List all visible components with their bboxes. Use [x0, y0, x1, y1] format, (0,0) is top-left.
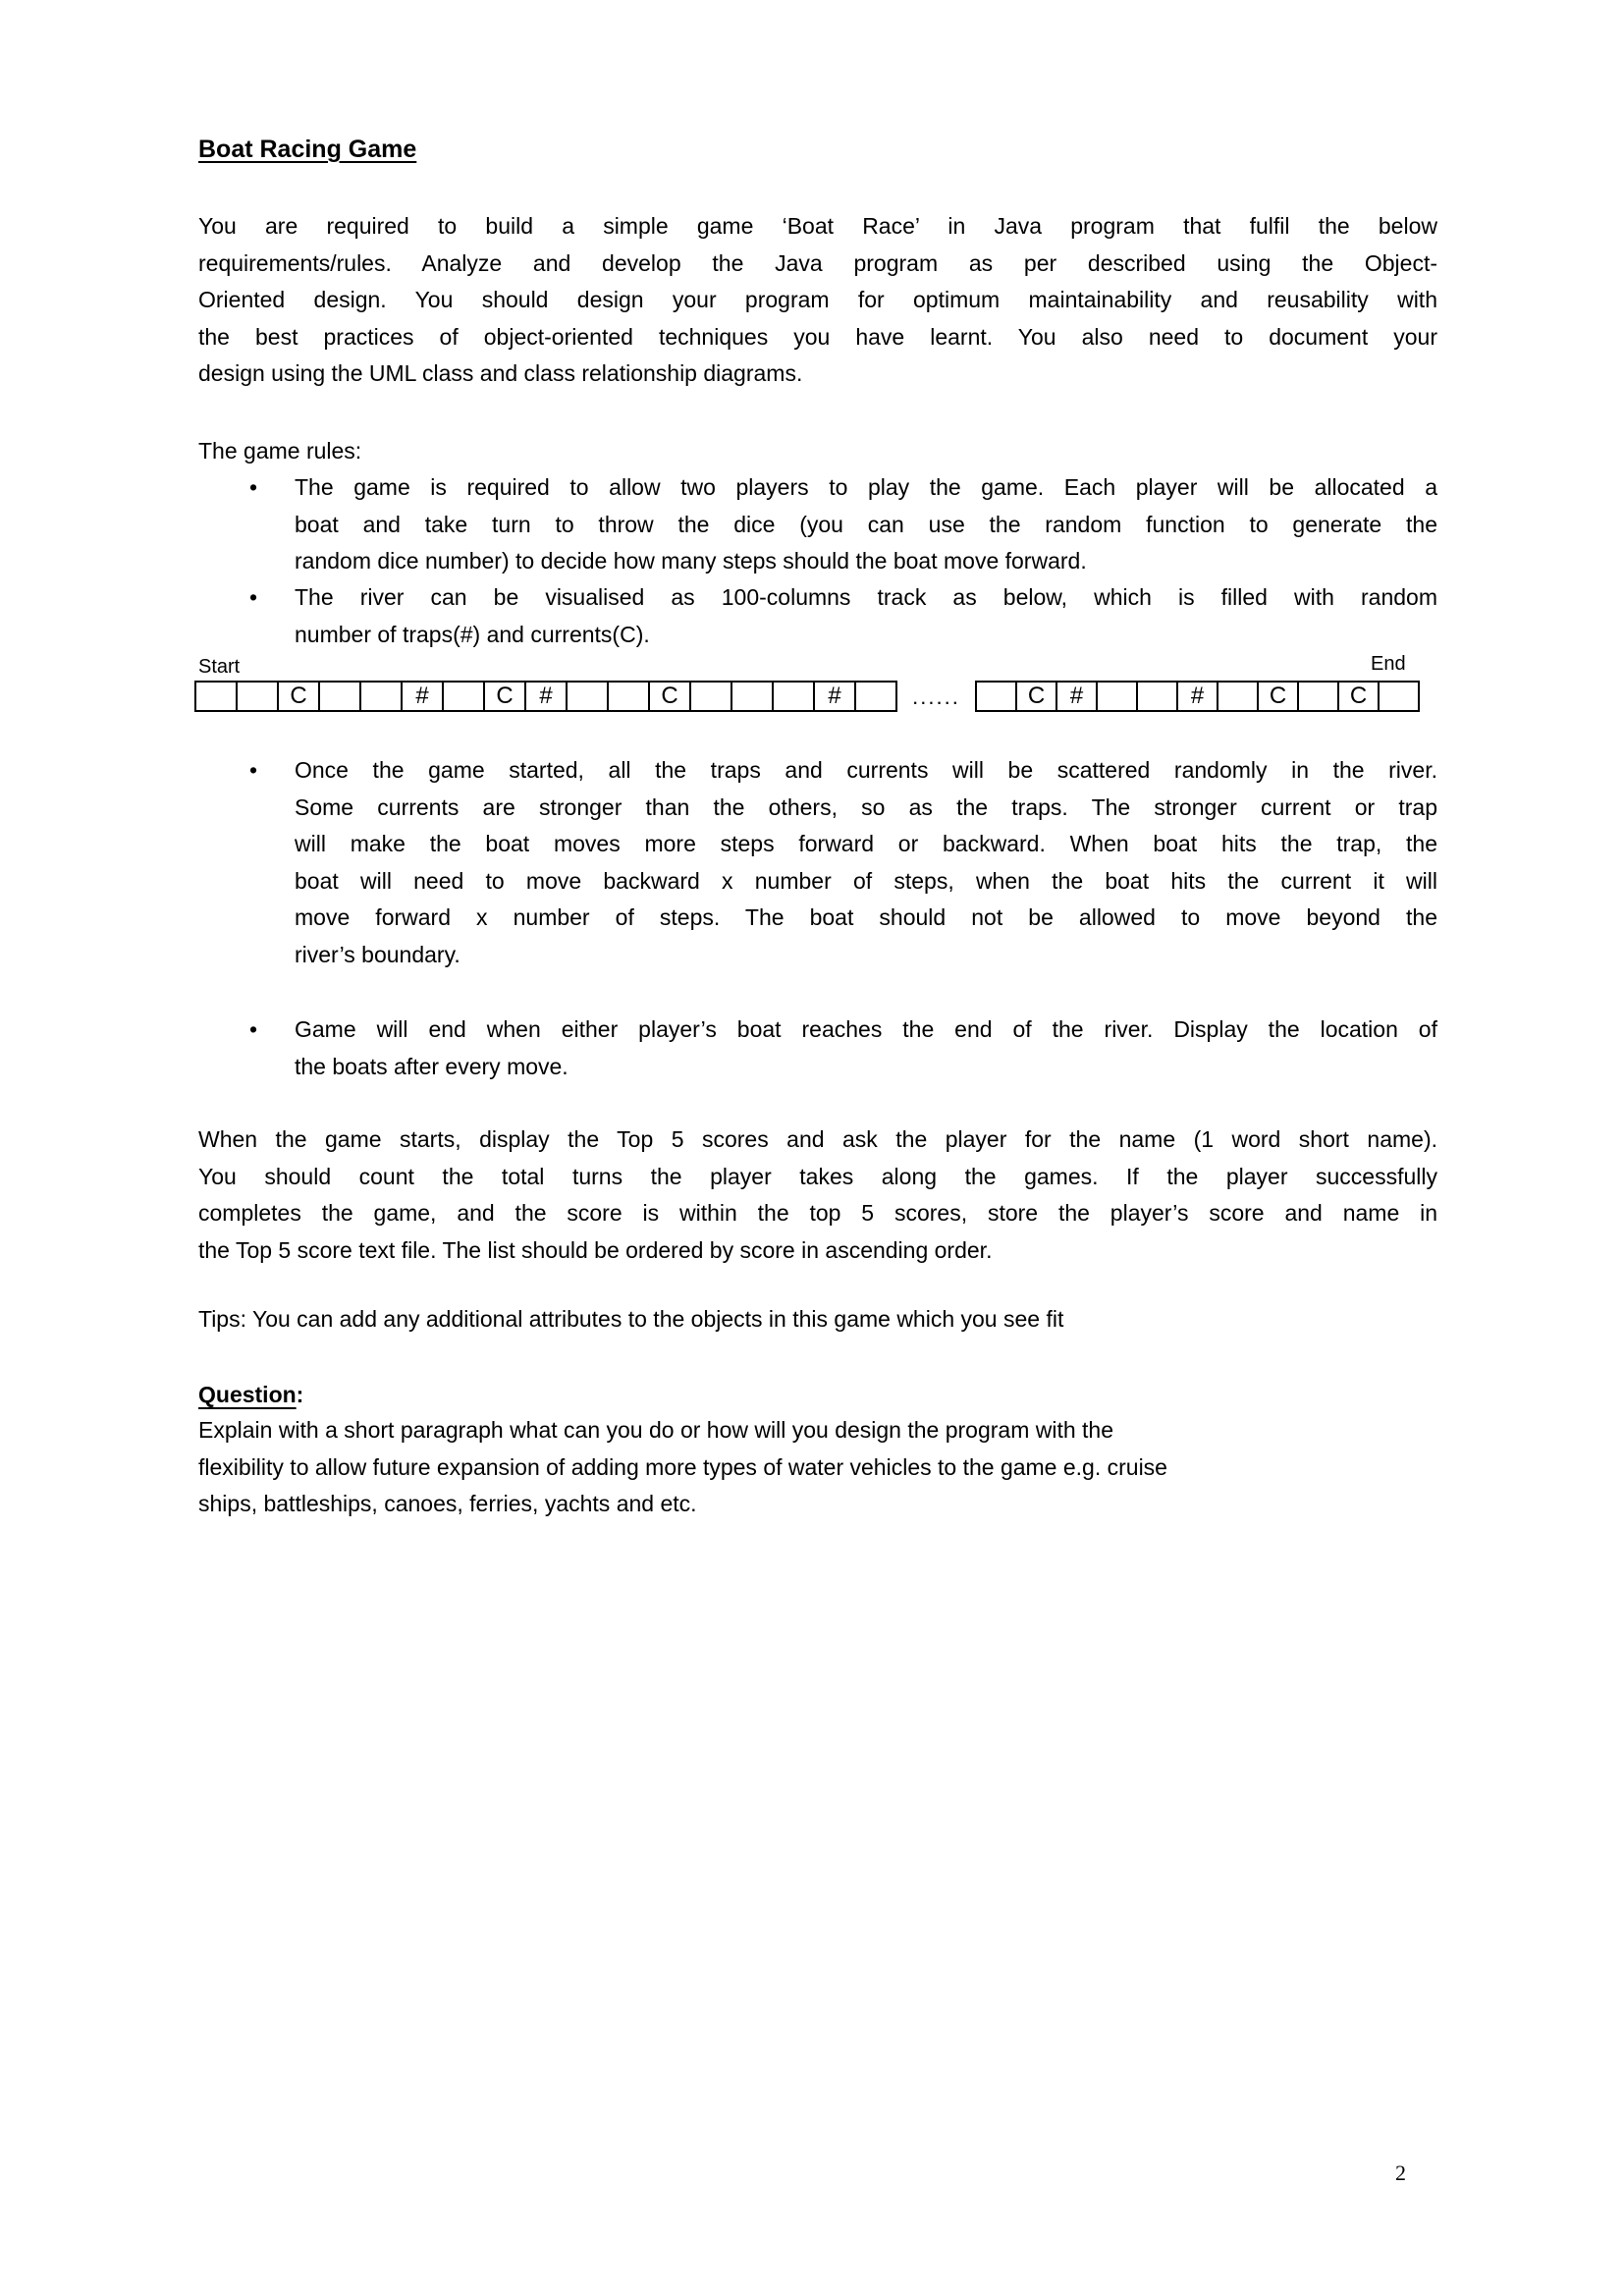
river-track-gap-dots: ...... — [912, 684, 960, 709]
text-line: random dice number) to decide how many steps should the boat move forward. — [295, 548, 1087, 574]
rule-text — [295, 579, 1437, 653]
intro-paragraph — [198, 208, 1437, 393]
text-line: You are required to build a simple game ‘Boat Race’ in Java program that fulfil the below — [198, 213, 1437, 239]
rule-text — [295, 1011, 1437, 1085]
question-paragraph — [198, 1412, 1437, 1523]
rule-text — [295, 469, 1437, 580]
river-track — [194, 681, 1420, 714]
scores-paragraph — [198, 1121, 1437, 1269]
river-cell-current: C — [485, 683, 526, 710]
river-cell-empty — [732, 683, 774, 710]
text-line: You should count the total turns the player takes along the games. If the player successfully — [198, 1163, 1437, 1189]
river-cell-empty — [196, 683, 238, 710]
text-line: Explain with a short paragraph what can you do or how will you design the program with the — [198, 1417, 1114, 1443]
river-cell-empty — [691, 683, 732, 710]
text-line: Game will end when either player’s boat reaches the end of the river. Display the location of — [295, 1016, 1437, 1042]
bullet-icon — [249, 579, 257, 617]
river-cell-empty — [856, 683, 895, 710]
river-cell-empty — [1380, 683, 1418, 710]
river-cell-trap: # — [526, 683, 568, 710]
river-cell-empty — [774, 683, 815, 710]
river-cell-empty — [609, 683, 650, 710]
rule-item-players — [198, 469, 1437, 580]
river-cell-empty — [1098, 683, 1138, 710]
river-track-segment-start — [194, 681, 897, 712]
river-track-segment-end — [975, 681, 1420, 712]
river-cell-empty — [568, 683, 609, 710]
text-line: Oriented design. You should design your program for optimum maintainability and reusability with — [198, 287, 1437, 313]
text-line: flexibility to allow future expansion of adding more types of water vehicles to the game e.g. cruise — [198, 1453, 1167, 1480]
page-title: Boat Racing Game — [198, 136, 417, 163]
rule-item-river — [198, 579, 1437, 653]
text-line: When the game starts, display the Top 5 scores and ask the player for the name (1 word short name). — [198, 1126, 1437, 1152]
river-cell-empty — [1299, 683, 1339, 710]
text-line: will make the boat moves more steps forward or backward. When boat hits the trap, the — [295, 831, 1437, 857]
river-cell-trap: # — [1178, 683, 1218, 710]
text-line: the Top 5 score text file. The list should be ordered by score in ascending order. — [198, 1236, 993, 1263]
text-line: number of traps(#) and currents(C). — [295, 621, 650, 647]
bullet-icon — [249, 469, 257, 507]
rule-text — [295, 752, 1437, 974]
river-cell-current: C — [1259, 683, 1299, 710]
question-heading-colon: : — [296, 1382, 304, 1407]
text-line: ships, battleships, canoes, ferries, yachts and etc. — [198, 1491, 697, 1517]
text-line: the boats after every move. — [295, 1053, 568, 1079]
river-cell-current: C — [1339, 683, 1380, 710]
river-cell-empty — [1138, 683, 1178, 710]
river-cell-empty — [444, 683, 485, 710]
river-cell-trap: # — [1057, 683, 1098, 710]
bullet-icon — [249, 1011, 257, 1049]
text-line: Once the game started, all the traps and currents will be scattered randomly in the river. — [295, 757, 1437, 783]
river-cell-empty — [977, 683, 1017, 710]
river-cell-empty — [320, 683, 361, 710]
bullet-icon — [249, 752, 257, 790]
text-line: The river can be visualised as 100-columns track as below, which is filled with random — [295, 584, 1437, 610]
river-cell-current: C — [650, 683, 691, 710]
river-cell-trap: # — [403, 683, 444, 710]
river-cell-empty — [238, 683, 279, 710]
text-line: move forward x number of steps. The boat should not be allowed to move beyond the — [295, 904, 1437, 931]
page-number: 2 — [1395, 2160, 1406, 2185]
text-line: boat will need to move backward x number of steps, when the boat hits the current it will — [295, 867, 1437, 894]
rule-item-traps-currents — [198, 752, 1437, 974]
river-cell-empty — [361, 683, 403, 710]
text-line: design using the UML class and class relationship diagrams. — [198, 360, 803, 387]
text-line: boat and take turn to throw the dice (you can use the random function to generate the — [295, 511, 1437, 537]
text-line: river’s boundary. — [295, 941, 460, 967]
text-line: the best practices of object-oriented techniques you have learnt. You also need to document your — [198, 323, 1437, 350]
river-end-label: End — [1371, 653, 1406, 675]
river-cell-current: C — [279, 683, 320, 710]
text-line: completes the game, and the score is within the top 5 scores, store the player’s score and name in — [198, 1200, 1437, 1227]
tips-line: Tips: You can add any additional attributes to the objects in this game which you see fit — [198, 1306, 1064, 1332]
river-cell-current: C — [1017, 683, 1057, 710]
river-cell-empty — [1218, 683, 1259, 710]
text-line: requirements/rules. Analyze and develop the Java program as per described using the Object- — [198, 249, 1437, 276]
question-heading — [198, 1377, 303, 1414]
rule-item-game-end — [198, 1011, 1437, 1085]
question-heading-text: Question — [198, 1382, 297, 1407]
text-line: Some currents are stronger than the others, so as the traps. The stronger current or trap — [295, 793, 1437, 820]
rules-heading: The game rules: — [198, 438, 362, 464]
text-line: The game is required to allow two players to play the game. Each player will be allocated a — [295, 474, 1437, 500]
river-start-label: Start — [198, 656, 241, 678]
river-cell-trap: # — [815, 683, 856, 710]
